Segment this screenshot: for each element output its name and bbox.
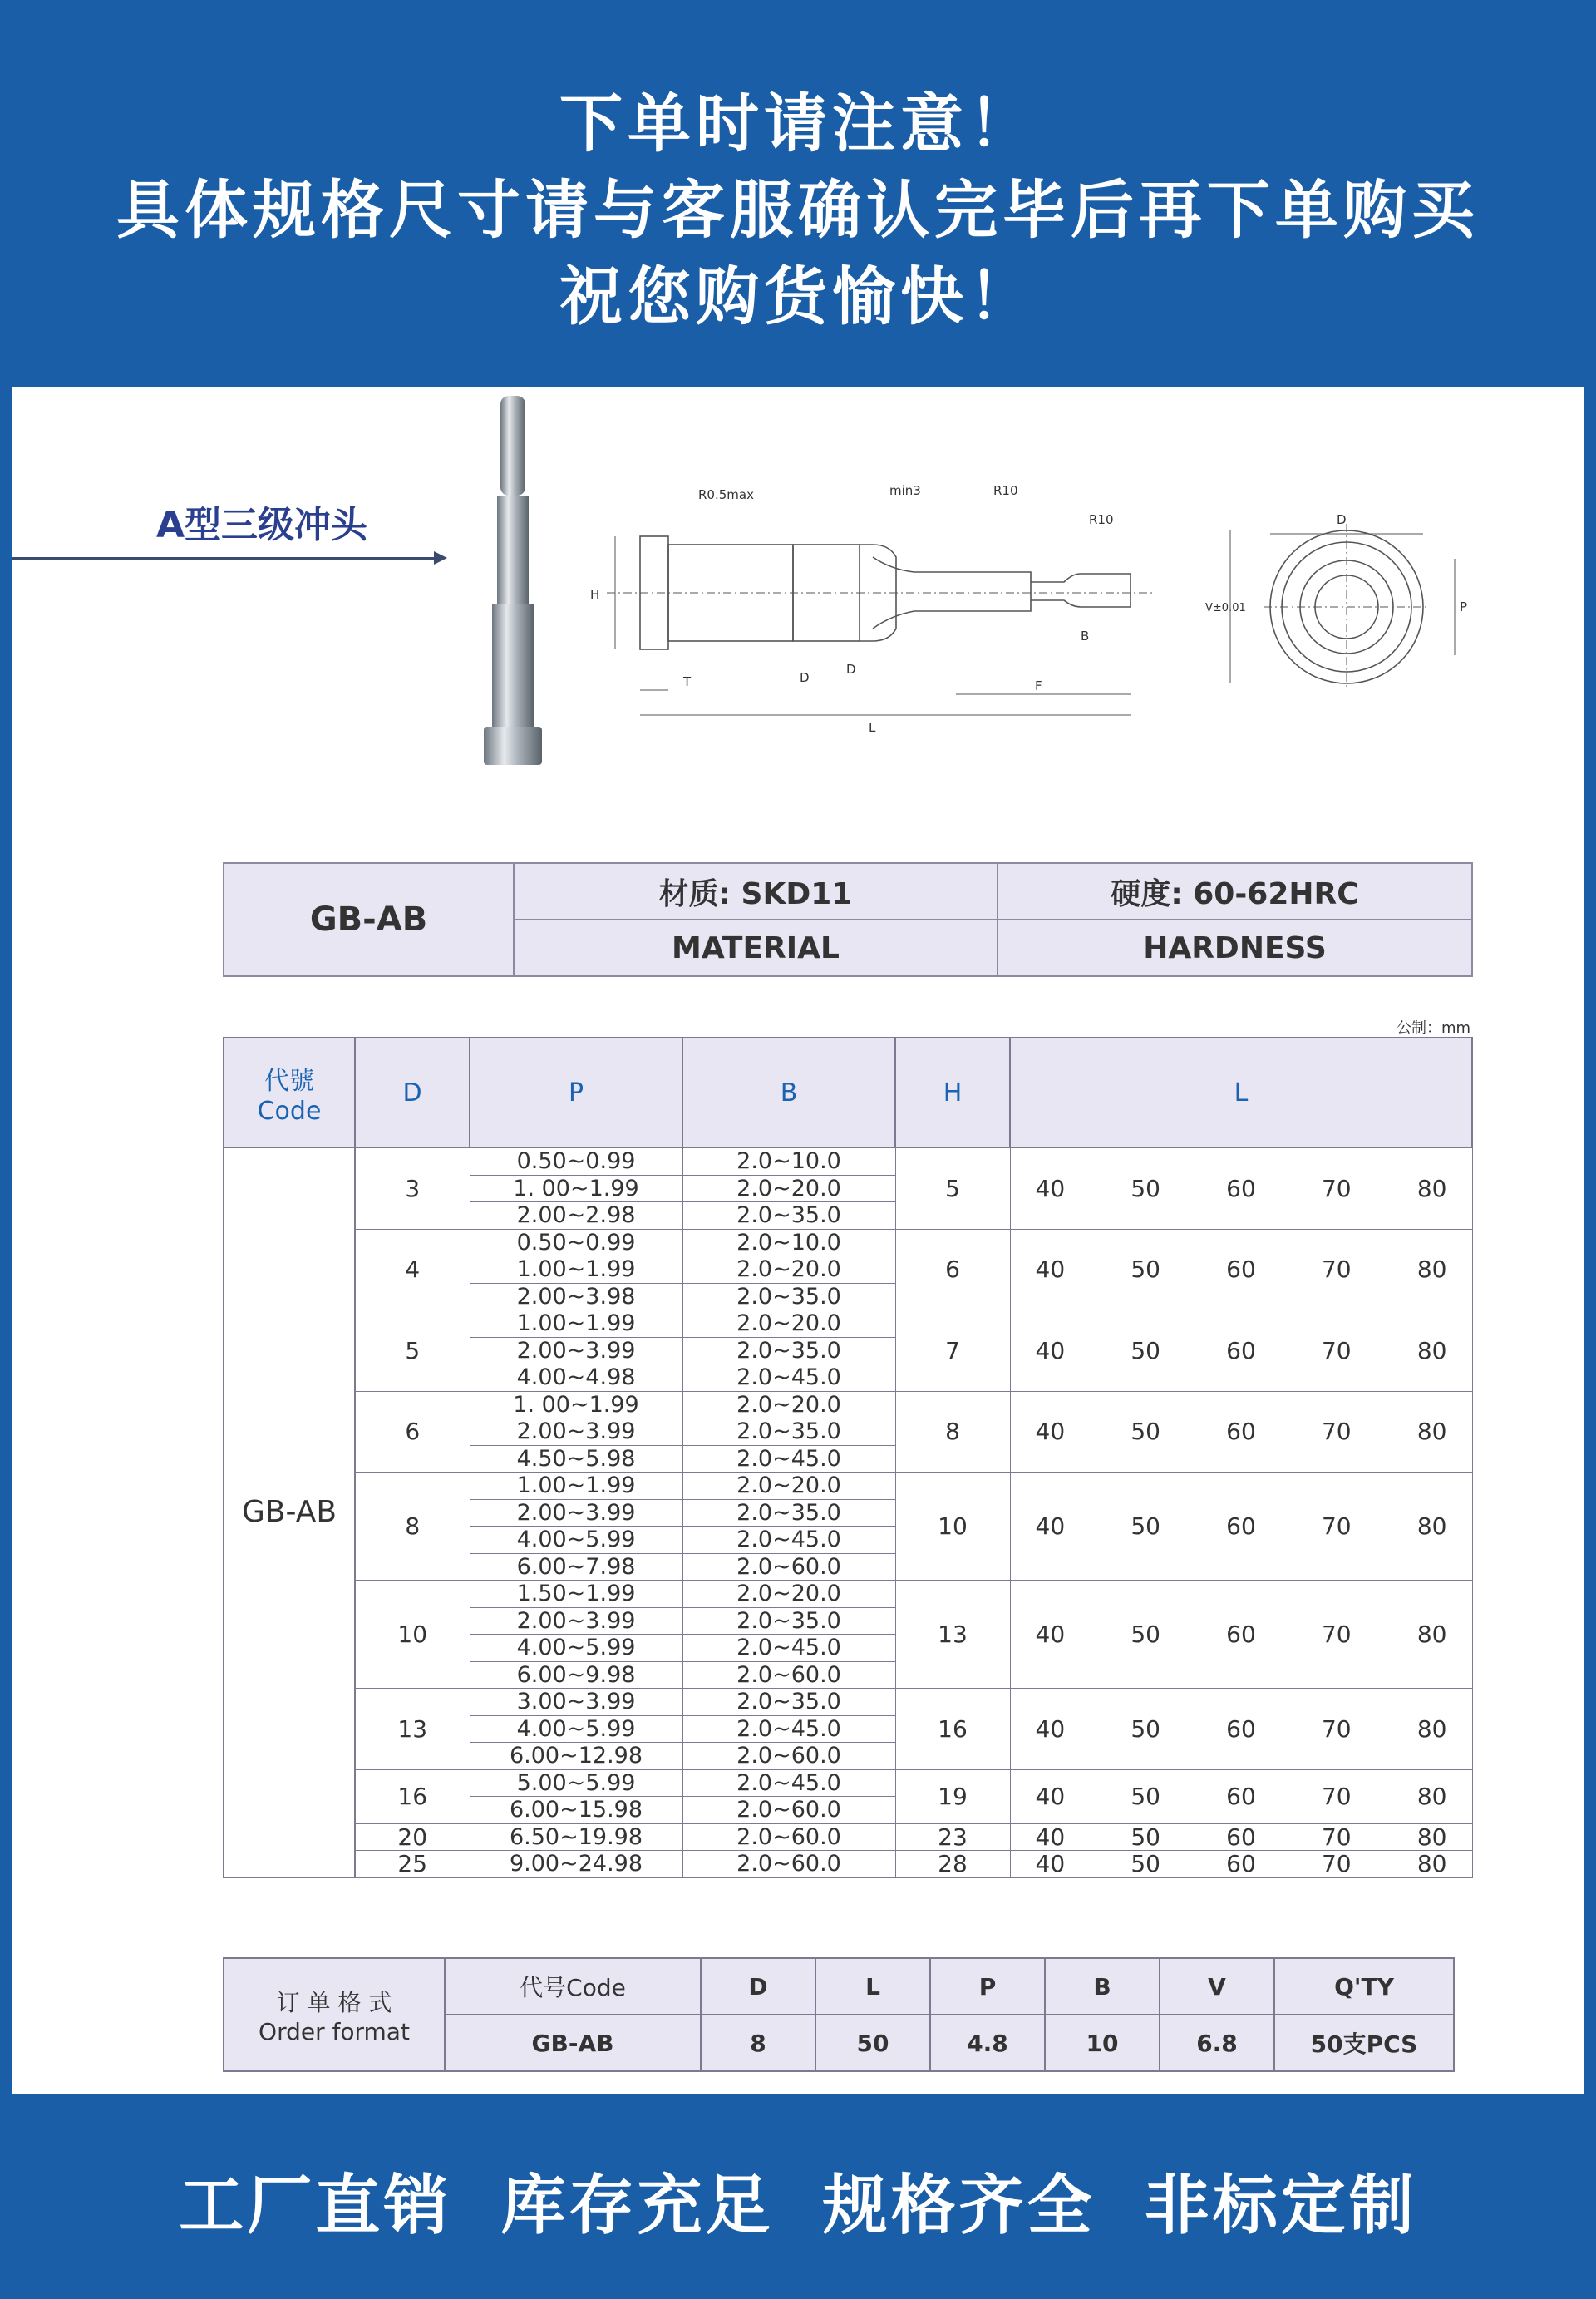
l-value: 60 xyxy=(1226,1620,1256,1648)
cell-b: 2.0~10.0 xyxy=(682,1229,895,1256)
order-header-p: P xyxy=(930,1958,1045,2015)
label-dm5: D xyxy=(800,670,810,685)
pointer-arrow-head xyxy=(434,551,447,565)
cell-h: 7 xyxy=(895,1310,1010,1392)
order-format-label-cn: 订 单 格 式 xyxy=(276,1988,392,2016)
l-value: 60 xyxy=(1226,1714,1256,1743)
label-r10-b: R10 xyxy=(1089,512,1114,527)
cell-b: 2.0~35.0 xyxy=(682,1499,895,1527)
cell-p: 2.00~3.98 xyxy=(470,1283,682,1310)
cell-l xyxy=(1010,1391,1472,1473)
cell-b: 2.0~45.0 xyxy=(682,1527,895,1554)
l-value: 40 xyxy=(1035,1512,1066,1540)
table-row xyxy=(224,1851,1472,1878)
l-value: 40 xyxy=(1035,1174,1066,1202)
cell-b: 2.0~20.0 xyxy=(682,1581,895,1608)
cell-b: 2.0~45.0 xyxy=(682,1769,895,1797)
l-value: 40 xyxy=(1035,1336,1066,1364)
label-r10-a: R10 xyxy=(993,483,1018,498)
header-l: L xyxy=(1010,1038,1472,1147)
cell-h: 28 xyxy=(895,1851,1010,1878)
header-code-en: Code xyxy=(257,1096,322,1126)
cell-b: 2.0~35.0 xyxy=(682,1418,895,1446)
header-code-cn: 代號 xyxy=(264,1066,314,1096)
material-cn: 材质: SKD11 xyxy=(514,863,998,920)
cell-d: 10 xyxy=(355,1581,470,1689)
l-value: 50 xyxy=(1130,1256,1160,1283)
table-row xyxy=(224,1229,1472,1256)
l-value: 40 xyxy=(1035,1256,1066,1283)
l-value: 40 xyxy=(1035,1850,1066,1877)
label-circle-dm5: D xyxy=(1337,512,1347,527)
l-value: 50 xyxy=(1130,1336,1160,1364)
table-row xyxy=(224,1473,1472,1500)
cell-b: 2.0~45.0 xyxy=(682,1445,895,1473)
cell-p: 1. 00~1.99 xyxy=(470,1391,682,1418)
cell-d: 25 xyxy=(355,1851,470,1878)
cell-b: 2.0~35.0 xyxy=(682,1607,895,1635)
cell-b: 2.0~35.0 xyxy=(682,1202,895,1230)
cell-b: 2.0~35.0 xyxy=(682,1283,895,1310)
cell-b: 2.0~20.0 xyxy=(682,1256,895,1284)
l-value: 60 xyxy=(1226,1174,1256,1202)
cell-p: 2.00~2.98 xyxy=(470,1202,682,1230)
cell-d: 20 xyxy=(355,1823,470,1851)
l-values xyxy=(1036,1418,1447,1445)
l-value: 50 xyxy=(1130,1512,1160,1540)
table-row xyxy=(224,1689,1472,1716)
l-value: 70 xyxy=(1321,1418,1352,1445)
order-header-b: B xyxy=(1045,1958,1160,2015)
l-value: 60 xyxy=(1226,1782,1256,1810)
l-values xyxy=(1036,1824,1447,1851)
cell-l xyxy=(1010,1473,1472,1581)
l-value: 60 xyxy=(1226,1512,1256,1540)
cell-h: 23 xyxy=(895,1823,1010,1851)
l-value: 40 xyxy=(1035,1823,1066,1851)
cell-d: 3 xyxy=(355,1147,470,1229)
material-en: MATERIAL xyxy=(514,920,998,976)
pointer-arrow xyxy=(12,557,437,560)
cell-b: 2.0~60.0 xyxy=(682,1797,895,1824)
cell-p: 1.00~1.99 xyxy=(470,1310,682,1338)
cell-l xyxy=(1010,1769,1472,1823)
cell-h: 13 xyxy=(895,1581,1010,1689)
l-value: 80 xyxy=(1416,1782,1447,1810)
cell-p: 6.00~9.98 xyxy=(470,1661,682,1689)
cell-p: 4.50~5.98 xyxy=(470,1445,682,1473)
header-b: B xyxy=(682,1038,895,1147)
cell-b: 2.0~35.0 xyxy=(682,1689,895,1716)
l-values xyxy=(1036,1513,1447,1540)
cell-p: 5.00~5.99 xyxy=(470,1769,682,1797)
cell-p: 6.00~7.98 xyxy=(470,1553,682,1581)
order-format-table xyxy=(223,1957,1455,2072)
cell-b: 2.0~35.0 xyxy=(682,1337,895,1364)
l-values xyxy=(1036,1176,1447,1202)
l-value: 50 xyxy=(1130,1782,1160,1810)
l-value: 70 xyxy=(1321,1336,1352,1364)
order-header-qty: Q'TY xyxy=(1274,1958,1454,2015)
l-values xyxy=(1036,1338,1447,1364)
cell-p: 1. 00~1.99 xyxy=(470,1175,682,1202)
label-circle-p: P xyxy=(1460,599,1468,614)
order-value-d: 8 xyxy=(701,2015,815,2071)
cell-h: 19 xyxy=(895,1769,1010,1823)
cell-p: 6.00~12.98 xyxy=(470,1743,682,1770)
cell-p: 2.00~3.99 xyxy=(470,1337,682,1364)
cell-p: 3.00~3.99 xyxy=(470,1689,682,1716)
order-value-p: 4.8 xyxy=(930,2015,1045,2071)
label-b: B xyxy=(1081,629,1090,644)
l-value: 70 xyxy=(1321,1512,1352,1540)
label-h: H xyxy=(590,587,600,602)
cell-d: 6 xyxy=(355,1391,470,1473)
l-value: 80 xyxy=(1416,1418,1447,1445)
l-value: 70 xyxy=(1321,1620,1352,1648)
l-values xyxy=(1036,1621,1447,1648)
l-value: 50 xyxy=(1130,1620,1160,1648)
cell-b: 2.0~10.0 xyxy=(682,1147,895,1175)
table-row xyxy=(224,1391,1472,1418)
l-value: 80 xyxy=(1416,1714,1447,1743)
cell-b: 2.0~20.0 xyxy=(682,1473,895,1500)
hardness-cn: 硬度: 60-62HRC xyxy=(998,863,1472,920)
order-value-code: GB-AB xyxy=(445,2015,701,2071)
table-row xyxy=(224,1769,1472,1797)
cell-d: 5 xyxy=(355,1310,470,1392)
cell-d: 13 xyxy=(355,1689,470,1770)
header-p: P xyxy=(470,1038,682,1147)
cell-p: 2.00~3.99 xyxy=(470,1607,682,1635)
cell-l xyxy=(1010,1229,1472,1310)
cell-d: 16 xyxy=(355,1769,470,1823)
cell-p: 1.00~1.99 xyxy=(470,1256,682,1284)
l-value: 40 xyxy=(1035,1714,1066,1743)
cell-l xyxy=(1010,1147,1472,1229)
order-value-l: 50 xyxy=(815,2015,930,2071)
l-value: 70 xyxy=(1321,1850,1352,1877)
spec-table xyxy=(223,1037,1473,1878)
label-t: T xyxy=(683,674,692,689)
cell-p: 4.00~5.99 xyxy=(470,1715,682,1743)
l-value: 80 xyxy=(1416,1823,1447,1851)
cell-b: 2.0~60.0 xyxy=(682,1851,895,1878)
l-value: 60 xyxy=(1226,1336,1256,1364)
cell-b: 2.0~60.0 xyxy=(682,1823,895,1851)
l-values xyxy=(1036,1851,1447,1877)
l-value: 60 xyxy=(1226,1850,1256,1877)
l-value: 80 xyxy=(1416,1174,1447,1202)
row-code: GB-AB xyxy=(224,1147,355,1877)
l-value: 80 xyxy=(1416,1512,1447,1540)
l-value: 40 xyxy=(1035,1418,1066,1445)
cell-b: 2.0~45.0 xyxy=(682,1364,895,1392)
l-value: 70 xyxy=(1321,1174,1352,1202)
l-value: 40 xyxy=(1035,1620,1066,1648)
cell-d: 8 xyxy=(355,1473,470,1581)
l-value: 80 xyxy=(1416,1850,1447,1877)
cell-l xyxy=(1010,1851,1472,1878)
cell-l xyxy=(1010,1689,1472,1770)
label-d: D xyxy=(846,662,856,677)
cell-b: 2.0~20.0 xyxy=(682,1391,895,1418)
notice-line-2: 具体规格尺寸请与客服确认完毕后再下单购买 xyxy=(116,173,1480,247)
cell-p: 0.50~0.99 xyxy=(470,1147,682,1175)
header-d: D xyxy=(355,1038,470,1147)
notice-line-3: 祝您购货愉快！ xyxy=(559,259,1037,333)
cell-h: 16 xyxy=(895,1689,1010,1770)
notice-line-1: 下单时请注意！ xyxy=(559,86,1037,160)
order-header-v: V xyxy=(1160,1958,1274,2015)
cell-b: 2.0~45.0 xyxy=(682,1715,895,1743)
label-l: L xyxy=(869,720,876,735)
table-row xyxy=(224,1823,1472,1851)
cell-h: 5 xyxy=(895,1147,1010,1229)
l-value: 80 xyxy=(1416,1620,1447,1648)
l-value: 60 xyxy=(1226,1418,1256,1445)
l-value: 50 xyxy=(1130,1850,1160,1877)
cell-b: 2.0~20.0 xyxy=(682,1310,895,1338)
cell-p: 2.00~3.99 xyxy=(470,1499,682,1527)
l-values xyxy=(1036,1783,1447,1810)
label-circle-v: V±0.01 xyxy=(1205,602,1246,614)
cell-p: 6.00~15.98 xyxy=(470,1797,682,1824)
l-value: 80 xyxy=(1416,1336,1447,1364)
l-value: 50 xyxy=(1130,1418,1160,1445)
order-value-b: 10 xyxy=(1045,2015,1160,2071)
cell-p: 6.50~19.98 xyxy=(470,1823,682,1851)
unit-note: 公制：mm xyxy=(1396,1019,1471,1037)
cell-p: 0.50~0.99 xyxy=(470,1229,682,1256)
order-value-v: 6.8 xyxy=(1160,2015,1274,2071)
cell-p: 1.00~1.99 xyxy=(470,1473,682,1500)
l-values xyxy=(1036,1716,1447,1743)
l-value: 70 xyxy=(1321,1714,1352,1743)
l-values xyxy=(1036,1256,1447,1283)
order-format-label xyxy=(224,1958,445,2071)
cell-l xyxy=(1010,1310,1472,1392)
l-value: 60 xyxy=(1226,1256,1256,1283)
label-min3: min3 xyxy=(889,483,921,498)
order-value-qty: 50支PCS xyxy=(1274,2015,1454,2071)
header-code xyxy=(224,1038,355,1147)
cell-h: 10 xyxy=(895,1473,1010,1581)
l-value: 70 xyxy=(1321,1782,1352,1810)
order-header-code: 代号Code xyxy=(445,1958,701,2015)
punch-photo xyxy=(466,391,565,773)
l-value: 60 xyxy=(1226,1823,1256,1851)
cell-b: 2.0~60.0 xyxy=(682,1553,895,1581)
cell-p: 4.00~5.99 xyxy=(470,1527,682,1554)
cell-h: 8 xyxy=(895,1391,1010,1473)
punch-end-view xyxy=(1205,499,1488,698)
l-value: 40 xyxy=(1035,1782,1066,1810)
cell-b: 2.0~60.0 xyxy=(682,1661,895,1689)
footer-slogan: 工厂直销 库存充足 规格齐全 非标定制 xyxy=(179,2168,1417,2243)
punch-drawing xyxy=(582,474,1164,757)
cell-h: 6 xyxy=(895,1229,1010,1310)
l-value: 70 xyxy=(1321,1256,1352,1283)
order-format-label-en: Order format xyxy=(259,2017,410,2045)
cell-b: 2.0~60.0 xyxy=(682,1743,895,1770)
l-value: 70 xyxy=(1321,1823,1352,1851)
table-row xyxy=(224,1581,1472,1608)
table-row xyxy=(224,1310,1472,1338)
header-h: H xyxy=(895,1038,1010,1147)
cell-l xyxy=(1010,1581,1472,1689)
cell-p: 2.00~3.99 xyxy=(470,1418,682,1446)
l-value: 50 xyxy=(1130,1823,1160,1851)
product-title: A型三级冲头 xyxy=(156,504,368,546)
spec-body xyxy=(224,1147,1472,1877)
cell-p: 1.50~1.99 xyxy=(470,1581,682,1608)
label-r05max: R0.5max xyxy=(698,487,754,502)
cell-p: 9.00~24.98 xyxy=(470,1851,682,1878)
cell-d: 4 xyxy=(355,1229,470,1310)
cell-p: 4.00~4.98 xyxy=(470,1364,682,1392)
l-value: 50 xyxy=(1130,1714,1160,1743)
cell-b: 2.0~20.0 xyxy=(682,1175,895,1202)
hardness-en: HARDNESS xyxy=(998,920,1472,976)
order-header-l: L xyxy=(815,1958,930,2015)
label-f: F xyxy=(1035,678,1042,693)
table-row xyxy=(224,1147,1472,1175)
l-value: 80 xyxy=(1416,1256,1447,1283)
material-code: GB-AB xyxy=(224,863,514,976)
order-header-d: D xyxy=(701,1958,815,2015)
cell-b: 2.0~45.0 xyxy=(682,1635,895,1662)
cell-p: 4.00~5.99 xyxy=(470,1635,682,1662)
l-value: 50 xyxy=(1130,1174,1160,1202)
material-table xyxy=(223,862,1473,977)
cell-l xyxy=(1010,1823,1472,1851)
